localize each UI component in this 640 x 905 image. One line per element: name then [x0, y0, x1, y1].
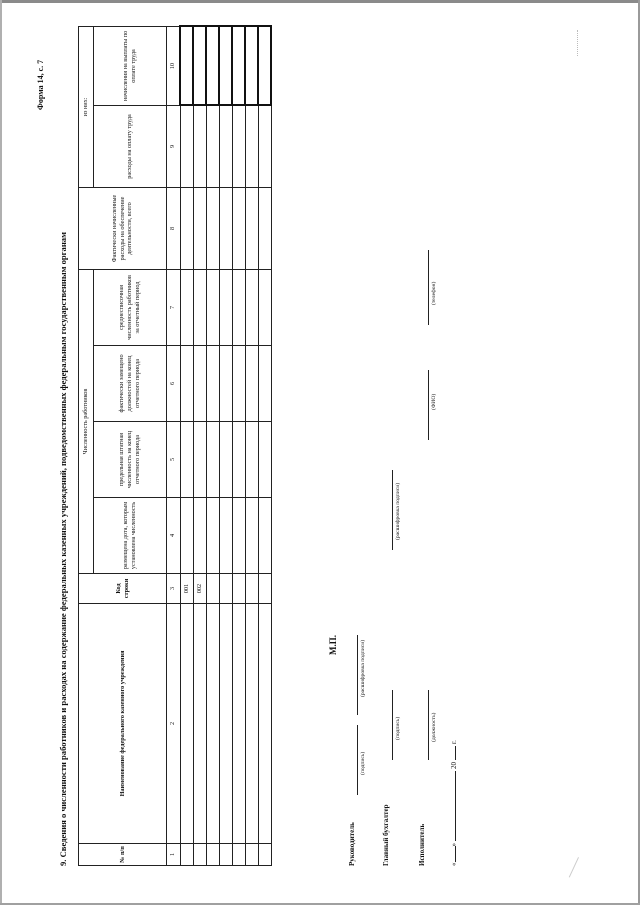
table-cell[interactable] [232, 105, 245, 187]
table-cell[interactable] [206, 498, 219, 574]
col-number: 6 [167, 346, 181, 422]
table-cell[interactable] [180, 844, 193, 866]
table-cell[interactable] [258, 269, 271, 345]
table-cell[interactable] [232, 844, 245, 866]
col-number: 9 [167, 105, 181, 187]
executor-fio-caption: (ФИО) [431, 393, 437, 410]
date-year: 20 [450, 762, 458, 769]
document-title: 9. Сведения о численности работников и расходах на содержание федеральных казенных учреждений, подведомственных федеральным государственным органам [58, 232, 68, 866]
date-line [450, 740, 458, 866]
table-cell[interactable] [180, 105, 193, 187]
table-cell[interactable] [245, 269, 258, 345]
row-code [219, 574, 232, 604]
chief-accountant-decoding-caption: (расшифровка подписи) [395, 482, 401, 540]
row-code: 001 [180, 574, 193, 604]
table-cell[interactable] [232, 422, 245, 498]
table-cell[interactable] [219, 844, 232, 866]
table-cell[interactable] [206, 346, 219, 422]
rotated-form-page [30, 30, 620, 880]
col-number: 1 [167, 844, 181, 866]
table-cell[interactable] [193, 844, 206, 866]
row-code: 002 [193, 574, 206, 604]
table-cell[interactable] [245, 105, 258, 187]
col-number: 3 [167, 574, 181, 604]
header-including: из них: [79, 26, 94, 187]
table-cell[interactable] [180, 498, 193, 574]
table-cell[interactable] [258, 26, 271, 105]
col-number: 2 [167, 604, 181, 844]
table-cell[interactable] [258, 844, 271, 866]
row-code [245, 574, 258, 604]
chief-accountant-signature-line[interactable] [392, 690, 393, 760]
table-cell[interactable] [180, 187, 193, 269]
table-cell[interactable] [232, 346, 245, 422]
head-signature-caption: (подпись) [360, 751, 366, 775]
header-staff-group: Численность работников [79, 269, 94, 573]
table-cell[interactable] [219, 346, 232, 422]
table-cell[interactable] [219, 422, 232, 498]
stamp-place: М.П. [328, 635, 338, 655]
table-cell[interactable] [245, 422, 258, 498]
table-cell[interactable] [245, 604, 258, 844]
table-cell[interactable] [180, 604, 193, 844]
scan-edge-left [0, 0, 2, 905]
col-number: 10 [167, 26, 181, 105]
row-code [232, 574, 245, 604]
table-cell[interactable] [258, 498, 271, 574]
table-cell[interactable] [219, 269, 232, 345]
chief-accountant-signature-caption: (подпись) [395, 716, 401, 740]
executor-position-line[interactable] [428, 690, 429, 760]
chief-accountant-decoding-line[interactable] [392, 470, 393, 550]
chief-accountant-label: Главный бухгалтер [382, 804, 390, 866]
table-cell[interactable] [193, 604, 206, 844]
form-reference: Форма 14, с. 7 [36, 59, 45, 110]
date-close-quote: » [450, 843, 458, 847]
table-cell[interactable] [245, 346, 258, 422]
table-cell[interactable] [180, 26, 193, 105]
table-cell[interactable] [193, 26, 206, 105]
executor-phone-line[interactable] [428, 250, 429, 325]
head-label: Руководитель [348, 822, 356, 866]
table-cell[interactable] [219, 498, 232, 574]
col-number: 7 [167, 269, 181, 345]
table-cell[interactable] [232, 604, 245, 844]
table-cell[interactable] [219, 604, 232, 844]
date-open-quote: « [450, 862, 458, 866]
scan-edge-top [0, 0, 640, 3]
table-cell[interactable] [258, 604, 271, 844]
header-sub-col: расходы на оплату труда [94, 105, 167, 187]
table-cell[interactable] [245, 498, 258, 574]
header-expenses-total: Фактически начисленные расходы на обеспечение деятельности, всего [79, 187, 167, 269]
table-cell[interactable] [258, 105, 271, 187]
head-decoding-caption: (расшифровка подписи) [360, 639, 366, 697]
row-code [258, 574, 271, 604]
table-cell[interactable] [258, 346, 271, 422]
header-code: Код строки [79, 574, 167, 604]
table-cell[interactable] [193, 187, 206, 269]
executor-phone-caption: (телефон) [431, 281, 437, 305]
table-cell[interactable] [258, 422, 271, 498]
table-cell[interactable] [219, 105, 232, 187]
date-g: г. [450, 740, 458, 744]
header-name: Наименование федерального казенного учреждения [79, 604, 167, 844]
staff-expenses-table [78, 25, 272, 866]
executor-position-caption: (должность) [431, 712, 437, 742]
table-cell[interactable] [245, 187, 258, 269]
row-code [206, 574, 219, 604]
table-cell[interactable] [219, 187, 232, 269]
header-staff-col: среднесписочная численность работников за отчетный период [94, 269, 167, 345]
table-cell[interactable] [206, 422, 219, 498]
table-cell[interactable] [206, 105, 219, 187]
table-cell[interactable] [232, 187, 245, 269]
head-decoding-line[interactable] [357, 635, 358, 715]
table-cell[interactable] [258, 187, 271, 269]
table-cell[interactable] [206, 187, 219, 269]
table-cell[interactable] [193, 105, 206, 187]
table-cell[interactable] [245, 26, 258, 105]
table-cell[interactable] [245, 844, 258, 866]
table-cell[interactable] [206, 26, 219, 105]
table-cell[interactable] [232, 498, 245, 574]
table-cell[interactable] [206, 604, 219, 844]
table-cell[interactable] [180, 346, 193, 422]
table-cell[interactable] [232, 26, 245, 105]
table-cell[interactable] [206, 269, 219, 345]
table-cell[interactable] [232, 269, 245, 345]
table-cell[interactable] [219, 26, 232, 105]
col-number: 4 [167, 498, 181, 574]
col-number: 5 [167, 422, 181, 498]
executor-fio-line[interactable] [428, 370, 429, 440]
table-cell[interactable] [180, 422, 193, 498]
table-cell[interactable] [193, 346, 206, 422]
table-cell[interactable] [193, 422, 206, 498]
header-num: № п/п [79, 844, 167, 866]
executor-label: Исполнитель [418, 823, 426, 866]
col-number: 8 [167, 187, 181, 269]
table-cell[interactable] [180, 269, 193, 345]
table-cell[interactable] [193, 498, 206, 574]
table-cell[interactable] [206, 844, 219, 866]
table-cell[interactable] [193, 269, 206, 345]
header-staff-col: фактически замещено должностей на конец отчетного периода [94, 346, 167, 422]
header-staff-col: размещена дота, которым установлена численность [94, 498, 167, 574]
header-staff-col: предельная штатная численность на конец отчетного периода [94, 422, 167, 498]
head-signature-line[interactable] [357, 725, 358, 795]
header-sub-col: начисления на выплаты по оплате труда [94, 26, 167, 105]
